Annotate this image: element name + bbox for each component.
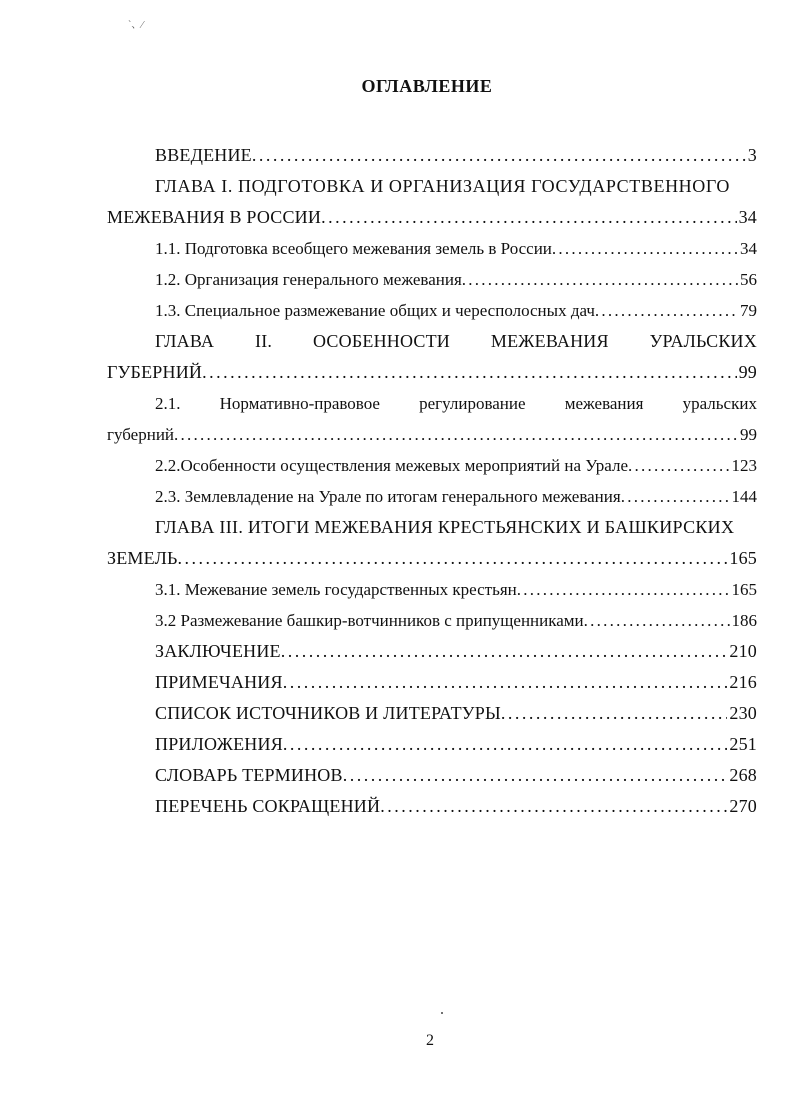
toc-entry-section-3-1[interactable] — [107, 574, 757, 605]
toc-word: 2.1. — [155, 394, 181, 413]
toc-entry-page: 123 — [731, 456, 757, 475]
toc-word: МЕЖЕВАНИЯ — [490, 331, 609, 351]
toc-entry-page: 230 — [729, 703, 757, 723]
toc-entry-chapter-2[interactable] — [107, 326, 757, 388]
toc-entry-appendices[interactable] — [107, 729, 757, 760]
toc-entry-label-line1: ГЛАВА III. ИТОГИ МЕЖЕВАНИЯ КРЕСТЬЯНСКИХ И БАШКИРСКИХ — [155, 517, 735, 537]
toc-word: ОСОБЕННОСТИ — [313, 331, 450, 351]
page-title: ОГЛАВЛЕНИЕ — [361, 76, 493, 96]
toc-entry-bibliography[interactable] — [107, 698, 757, 729]
dot-leader — [283, 667, 728, 698]
dot-leader — [174, 419, 738, 450]
toc-entry-page: 270 — [729, 796, 757, 816]
toc-entry-notes[interactable] — [107, 667, 757, 698]
toc-entry-label: 1.3. Специальное размежевание общих и чересполосных дач — [155, 301, 595, 320]
dot-leader — [281, 636, 728, 667]
toc-entry-label: 3.1. Межевание земель государственных крестьян — [155, 580, 517, 599]
toc-entry-page: 165 — [729, 548, 757, 568]
dot-leader — [628, 450, 729, 481]
dot-leader — [343, 760, 728, 791]
table-of-contents — [107, 140, 757, 822]
page-number: 2 — [426, 1032, 434, 1049]
toc-entry-page: 144 — [731, 487, 757, 506]
dot-leader — [202, 357, 737, 388]
toc-word: УРАЛЬСКИХ — [649, 331, 757, 351]
toc-entry-section-3-2[interactable] — [107, 605, 757, 636]
dot-leader — [178, 543, 728, 574]
toc-entry-page: 268 — [729, 765, 757, 785]
toc-entry-label-line1: ГЛАВА I. ПОДГОТОВКА И ОРГАНИЗАЦИЯ ГОСУДАРСТВЕННОГО — [155, 176, 731, 196]
toc-entry-page: 186 — [731, 611, 757, 630]
toc-entry-label-line2: ГУБЕРНИЙ — [107, 362, 203, 382]
toc-entry-page: 56 — [740, 270, 757, 289]
toc-entry-label: 1.1. Подготовка всеобщего межевания земель в России — [155, 239, 552, 258]
dot-leader — [321, 202, 737, 233]
dot-leader — [501, 698, 728, 729]
dot-leader — [621, 481, 730, 512]
toc-entry-label: ПРИЛОЖЕНИЯ — [155, 734, 283, 754]
toc-entry-page: 34 — [740, 239, 757, 258]
toc-entry-page: 99 — [738, 362, 757, 382]
toc-entry-conclusion[interactable] — [107, 636, 757, 667]
toc-entry-label-line2: ЗЕМЕЛЬ — [107, 548, 178, 568]
toc-entry-section-2-2[interactable] — [107, 450, 757, 481]
toc-entry-label: ПЕРЕЧЕНЬ СОКРАЩЕНИЙ — [155, 796, 381, 816]
toc-word: уральских — [682, 394, 757, 413]
toc-entry-label: 2.3. Землевладение на Урале по итогам генерального межевания — [155, 487, 621, 506]
toc-entry-page: 165 — [731, 580, 757, 599]
toc-entry-page: 3 — [747, 145, 757, 165]
toc-entry-page: 34 — [738, 207, 757, 227]
toc-entry-label: СЛОВАРЬ ТЕРМИНОВ — [155, 765, 343, 785]
toc-entry-page: 210 — [729, 641, 757, 661]
toc-word: ГЛАВА — [155, 331, 215, 351]
toc-entry-section-1-1[interactable] — [107, 233, 757, 264]
toc-entry-page: 99 — [740, 425, 757, 444]
toc-word: II. — [255, 331, 273, 351]
scan-speck — [441, 1012, 443, 1014]
dot-leader — [595, 295, 738, 326]
toc-entry-chapter-3[interactable] — [107, 512, 757, 574]
toc-word: Нормативно-правовое — [219, 394, 380, 413]
dot-leader — [517, 574, 730, 605]
toc-entry-glossary[interactable] — [107, 760, 757, 791]
toc-entry-section-1-2[interactable] — [107, 264, 757, 295]
toc-entry-abbreviations[interactable] — [107, 791, 757, 822]
toc-entry-label: 2.2.Особенности осуществления межевых мероприятий на Урале — [155, 456, 629, 475]
toc-entry-section-2-3[interactable] — [107, 481, 757, 512]
toc-entry-label-line2: МЕЖЕВАНИЯ В РОССИИ — [107, 207, 322, 227]
toc-entry-label: 1.2. Организация генерального межевания — [155, 270, 462, 289]
toc-entry-label: ВВЕДЕНИЕ — [155, 145, 252, 165]
dot-leader — [252, 140, 746, 171]
dot-leader — [380, 791, 727, 822]
dot-leader — [283, 729, 727, 760]
toc-entry-label: СПИСОК ИСТОЧНИКОВ И ЛИТЕРАТУРЫ — [155, 703, 501, 723]
toc-entry-page: 251 — [729, 734, 757, 754]
toc-entry-label-line2: губерний — [107, 425, 175, 444]
scan-artifact: `、⁄ — [128, 20, 143, 31]
toc-word: межевания — [564, 394, 644, 413]
toc-entry-label: ПРИМЕЧАНИЯ — [155, 672, 283, 692]
toc-entry-section-1-3[interactable] — [107, 295, 757, 326]
toc-entry-chapter-1[interactable] — [107, 171, 757, 233]
toc-entry-page: 216 — [729, 672, 757, 692]
toc-entry-label: 3.2 Размежевание башкир-вотчинников с припущенниками — [155, 611, 584, 630]
toc-word: регулирование — [419, 394, 526, 413]
dot-leader — [462, 264, 738, 295]
toc-entry-label: ЗАКЛЮЧЕНИЕ — [155, 641, 281, 661]
dot-leader — [584, 605, 730, 636]
dot-leader — [552, 233, 738, 264]
toc-entry-section-2-1[interactable] — [107, 388, 757, 450]
toc-entry-page: 79 — [740, 301, 757, 320]
toc-entry-introduction[interactable] — [107, 140, 757, 171]
